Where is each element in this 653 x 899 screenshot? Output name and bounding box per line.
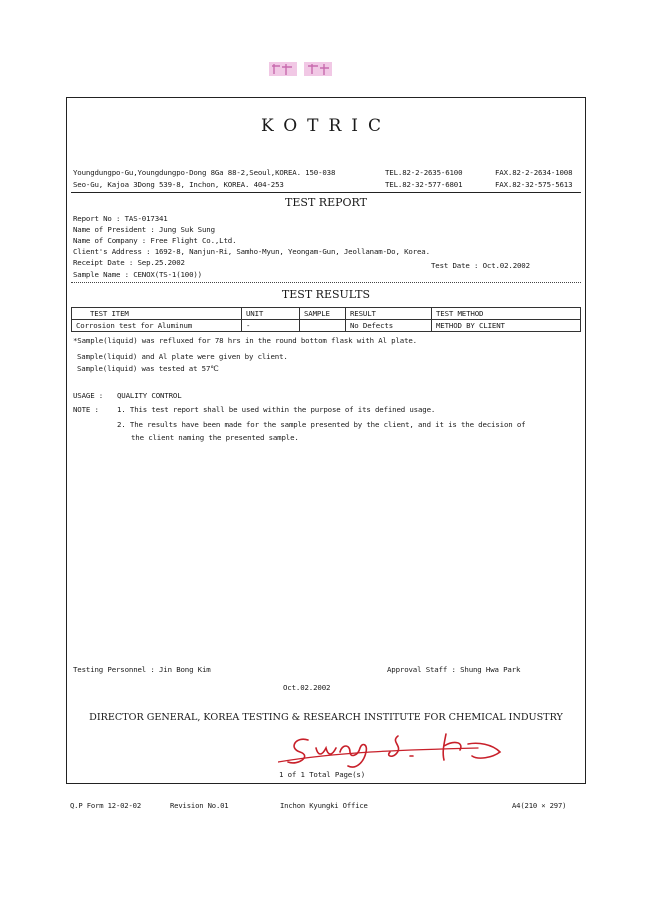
results-heading: TEST RESULTS	[281, 288, 371, 301]
footer-revision: Revision No.01	[170, 801, 229, 810]
page-count: 1 of 1 Total Page(s)	[279, 770, 365, 779]
note-item-1: 1. This test report shall be used within the purpose of its defined usage.	[117, 405, 436, 414]
table-header-cell: UNIT	[242, 308, 300, 320]
note-item-2-continued: the client naming the presented sample.	[131, 433, 299, 442]
director-line: DIRECTOR GENERAL, KOREA TESTING & RESEARCH INSTITUTE FOR CHEMICAL INDUSTRY	[89, 712, 563, 723]
footer-form: Q.P Form 12-02-02	[70, 801, 142, 810]
results-table	[71, 307, 581, 332]
usage-value: QUALITY CONTROL	[117, 391, 182, 400]
table-header-cell: RESULT	[346, 308, 432, 320]
method-cell: METHOD BY CLIENT	[432, 320, 581, 332]
report-frame	[66, 97, 586, 784]
address-line-2: Seo-Gu, Kajoa 3Dong 539-8, Inchon, KOREA. 404-253	[73, 180, 284, 189]
note-item-2: 2. The results have been made for the sample presented by the client, and it is the decision of	[117, 420, 526, 429]
signature	[278, 722, 518, 772]
fax-1: FAX.82-2-2634-1008	[495, 168, 573, 177]
report-heading: TEST REPORT	[285, 196, 367, 209]
approval-staff: Approval Staff : Shung Hwa Park	[387, 665, 521, 674]
sample-name: Sample Name : CENOX(TS-1(100))	[73, 270, 202, 279]
president-name: Name of President : Jung Suk Sung	[73, 225, 215, 234]
table-header-row	[72, 308, 581, 320]
footer-paper-size: A4(210 × 297)	[512, 801, 567, 810]
report-number: Report No : TAS-017341	[73, 214, 168, 223]
tel-2: TEL.82-32-577-6801	[385, 180, 463, 189]
testing-personnel: Testing Personnel : Jin Bong Kim	[73, 665, 211, 674]
org-title: KOTRIC	[260, 116, 392, 136]
test-item-cell: Corrosion test for Aluminum	[72, 320, 242, 332]
table-header-cell: TEST METHOD	[432, 308, 581, 320]
table-row	[72, 320, 581, 332]
table-header-cell: SAMPLE	[300, 308, 346, 320]
sample-cell	[300, 320, 346, 332]
unit-cell: -	[242, 320, 300, 332]
dotted-divider	[71, 282, 581, 283]
footer-office: Inchon Kyungki Office	[280, 801, 368, 810]
signoff-date: Oct.02.2002	[283, 683, 331, 692]
company-name: Name of Company : Free Flight Co.,Ltd.	[73, 236, 237, 245]
result-note-2: Sample(liquid) and Al plate were given by client.	[77, 352, 288, 361]
result-note-3: Sample(liquid) was tested at 57℃	[77, 364, 219, 373]
tel-1: TEL.82-2-2635-6100	[385, 168, 463, 177]
result-cell: No Defects	[346, 320, 432, 332]
note-label: NOTE :	[73, 405, 99, 414]
fax-2: FAX.82-32-575-5613	[495, 180, 573, 189]
test-date: Test Date : Oct.02.2002	[431, 261, 530, 270]
header-rule	[71, 192, 581, 193]
client-address: Client's Address : 1692-8, Nanjun-Ri, Samho-Myun, Yeongam-Gun, Jeollanam-Do, Korea.	[73, 247, 430, 256]
receipt-date: Receipt Date : Sep.25.2002	[73, 258, 185, 267]
result-note-1: *Sample(liquid) was refluxed for 78 hrs in the round bottom flask with Al plate.	[73, 336, 417, 345]
seal-stamp	[268, 60, 334, 80]
usage-label: USAGE :	[73, 391, 104, 400]
table-header-cell: TEST ITEM	[72, 308, 242, 320]
address-line-1: Youngdungpo-Gu,Youngdungpo-Dong 8Ga 88-2,Seoul,KOREA. 150-038	[73, 168, 336, 177]
